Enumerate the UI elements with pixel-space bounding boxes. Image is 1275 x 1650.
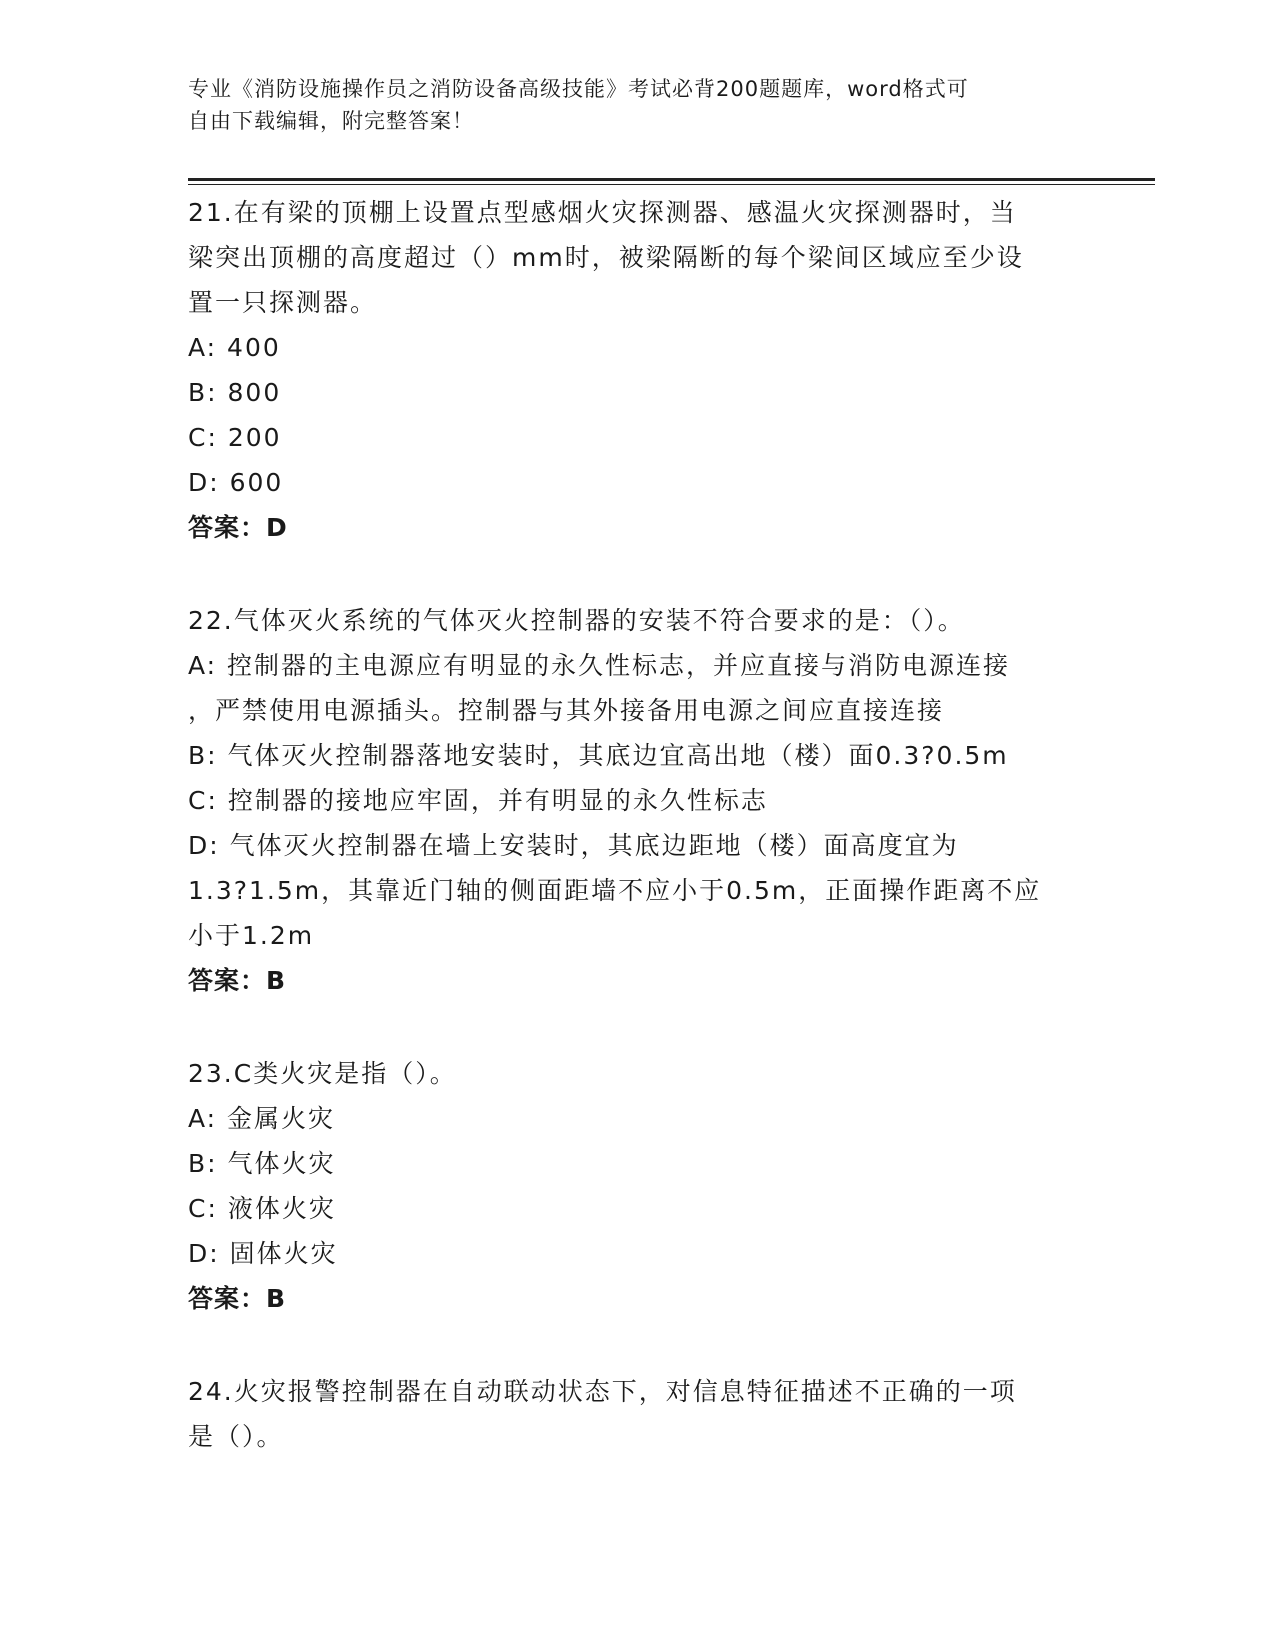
question-text-line: 是（）。 — [188, 1422, 284, 1451]
question-text-line: 23.C类火灾是指（）。 — [188, 1059, 457, 1088]
answer-line: 答案：D — [188, 513, 288, 542]
option-d: D: 固体火灾 — [188, 1239, 338, 1268]
option-b: B: 气体火灾 — [188, 1149, 336, 1178]
option-c: C: 液体火灾 — [188, 1194, 336, 1223]
option-b: B: 800 — [188, 378, 282, 407]
question-block — [188, 1051, 1088, 1321]
question-text-line: 24.火灾报警控制器在自动联动状态下，对信息特征描述不正确的一项 — [188, 1377, 1017, 1406]
question-text-line: 置一只探测器。 — [188, 288, 378, 317]
question-block — [188, 598, 1088, 1003]
question-spacer — [188, 1003, 1088, 1051]
answer-line: 答案：B — [188, 1284, 287, 1313]
answer-line: 答案：B — [188, 966, 287, 995]
question-block — [188, 1369, 1088, 1459]
option-a: A: 400 — [188, 333, 281, 362]
header-divider-thick — [188, 178, 1155, 181]
option-d-continued: 1.3?1.5m，其靠近门轴的侧面距墙不应小于0.5m，正面操作距离不应 — [188, 876, 1042, 905]
option-c: C: 控制器的接地应牢固，并有明显的永久性标志 — [188, 786, 768, 815]
question-block — [188, 190, 1088, 550]
header-line-1: 专业《消防设施操作员之消防设备高级技能》考试必背200题题库，word格式可 — [188, 77, 969, 101]
option-c: C: 200 — [188, 423, 282, 452]
question-text-line: 22.气体灭火系统的气体灭火控制器的安装不符合要求的是：（）。 — [188, 606, 965, 635]
option-a-continued: ，严禁使用电源插头。控制器与其外接备用电源之间应直接连接 — [188, 696, 945, 725]
question-text-line: 梁突出顶棚的高度超过（）mm时，被梁隔断的每个梁间区域应至少设 — [188, 243, 1024, 272]
option-d-continued: 小于1.2m — [188, 921, 315, 950]
question-list — [188, 190, 1088, 1459]
question-text-line: 21.在有梁的顶棚上设置点型感烟火灾探测器、感温火灾探测器时，当 — [188, 198, 1017, 227]
question-spacer — [188, 550, 1088, 598]
question-spacer — [188, 1321, 1088, 1369]
option-a: A: 金属火灾 — [188, 1104, 336, 1133]
option-a: A: 控制器的主电源应有明显的永久性标志，并应直接与消防电源连接 — [188, 651, 1011, 680]
option-d: D: 气体灭火控制器在墙上安装时，其底边距地（楼）面高度宜为 — [188, 831, 959, 860]
option-d: D: 600 — [188, 468, 284, 497]
header-line-2: 自由下载编辑，附完整答案！ — [188, 109, 474, 133]
option-b: B: 气体灭火控制器落地安装时，其底边宜高出地（楼）面0.3?0.5m — [188, 741, 1009, 770]
header-divider-thin — [188, 184, 1155, 185]
document-header — [188, 73, 1068, 137]
